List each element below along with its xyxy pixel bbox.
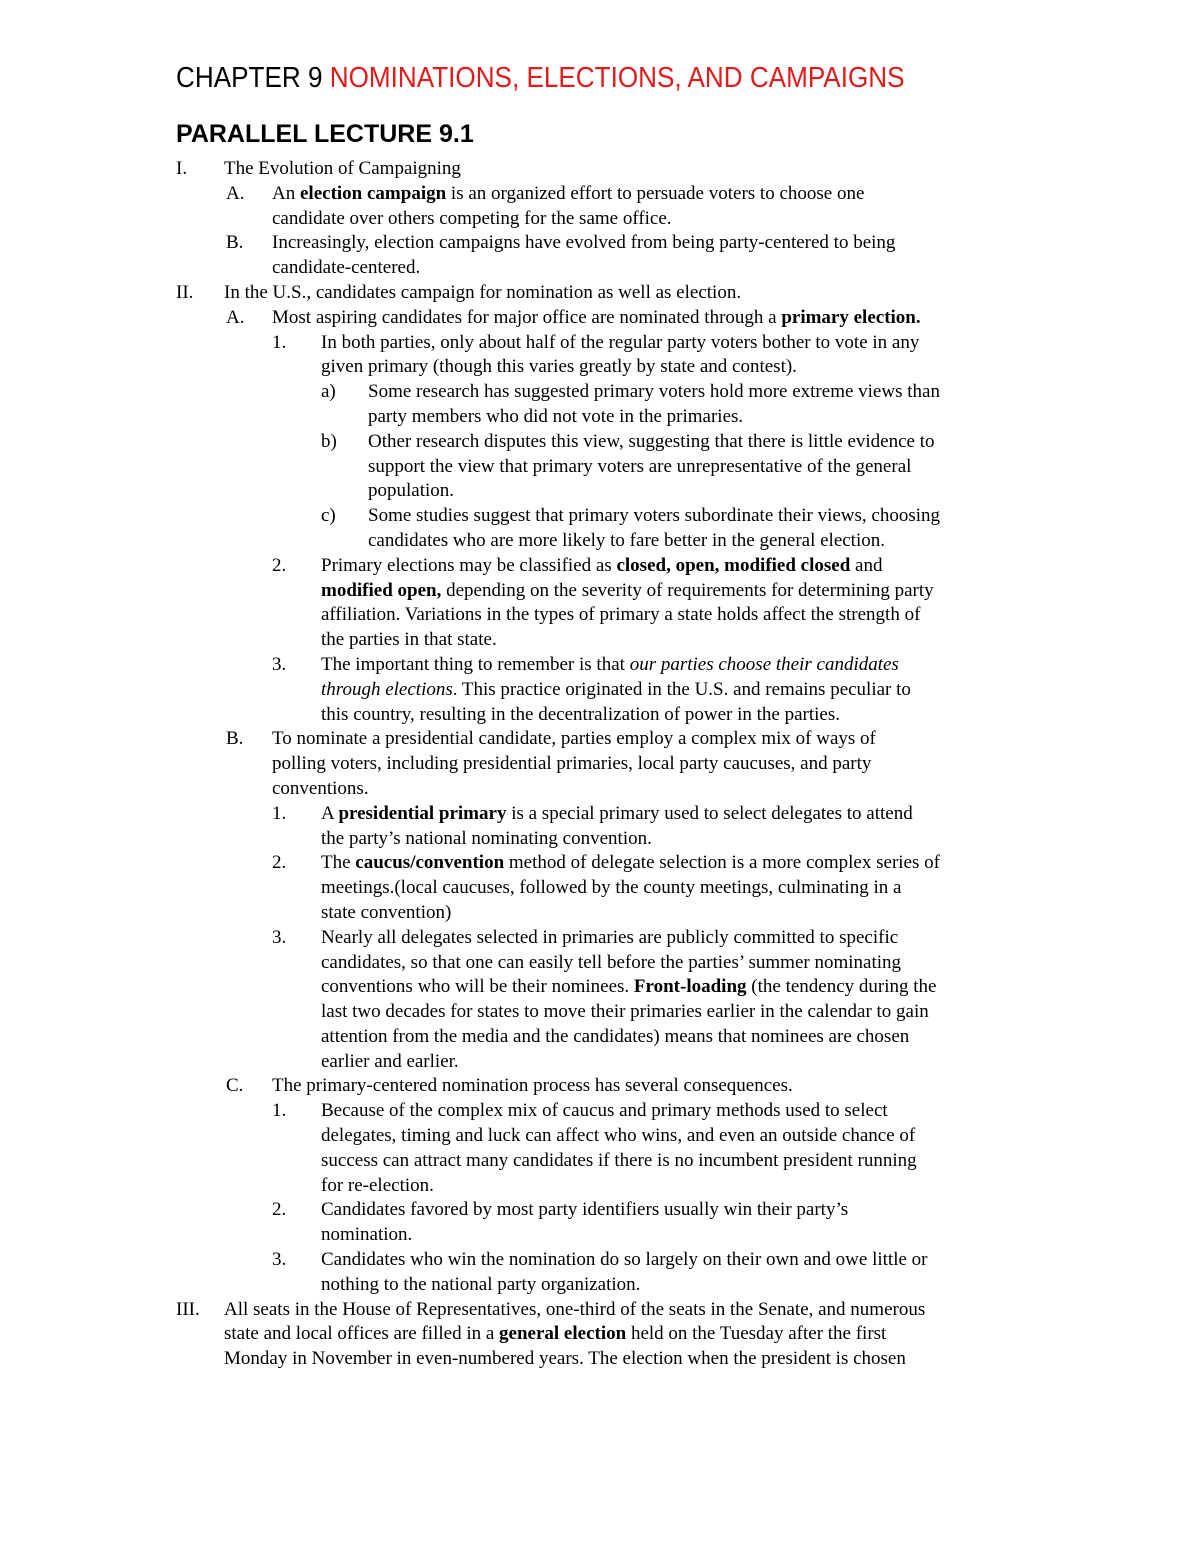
outline-line xyxy=(368,380,1024,405)
text-run: party members who did not vote in the primaries. xyxy=(368,405,744,427)
outline-marker: III. xyxy=(176,1298,200,1320)
text-run: The Evolution of Campaigning xyxy=(224,158,461,179)
text-run: Primary elections may be classified as xyxy=(321,554,617,576)
text-run: held on the Tuesday after the first xyxy=(626,1323,887,1345)
outline-item xyxy=(0,306,1200,331)
outline-marker: B. xyxy=(226,232,244,254)
text-run: primary election. xyxy=(781,306,921,328)
text-run: Other research disputes this view, suggesting that there is little evidence to xyxy=(368,430,935,452)
text-run: for re-election. xyxy=(321,1174,434,1196)
text-run: meetings.(local caucuses, followed by the county meetings, culminating in a xyxy=(321,877,902,899)
outline-line xyxy=(272,231,1024,256)
outline-text xyxy=(321,1099,1026,1198)
outline-marker: I. xyxy=(176,158,188,179)
outline-line xyxy=(321,1273,1026,1298)
outline-text xyxy=(321,1248,1026,1298)
text-run: candidate-centered. xyxy=(272,257,421,279)
text-run: A xyxy=(321,802,339,824)
outline-line xyxy=(224,1298,1024,1323)
outline-line xyxy=(321,703,1026,728)
outline-item xyxy=(0,653,1200,727)
text-run: Monday in November in even-numbered years. The election when the president is chosen xyxy=(224,1348,906,1370)
text-run: population. xyxy=(368,480,455,502)
text-run: In both parties, only about half of the regular party voters bother to vote in any xyxy=(321,331,920,353)
outline-marker: 1. xyxy=(272,802,287,824)
outline-line xyxy=(321,851,1026,876)
text-run: All seats in the House of Representatives, one-third of the seats in the Senate, and numerous xyxy=(224,1298,926,1320)
outline-item xyxy=(0,1298,1200,1372)
outline-item xyxy=(0,1074,1200,1099)
outline-line xyxy=(224,1322,1024,1347)
outline-marker: b) xyxy=(321,430,337,452)
text-run: conventions who will be their nominees. xyxy=(321,976,634,998)
text-run: . This practice originated in the U.S. and remains peculiar to xyxy=(452,678,911,700)
text-run: candidates who are more likely to fare better in the general election. xyxy=(368,529,885,551)
outline-text xyxy=(321,1198,1026,1248)
text-run: conventions. xyxy=(272,777,369,799)
outline-marker: c) xyxy=(321,505,336,527)
outline-marker: C. xyxy=(226,1075,244,1097)
outline-text xyxy=(321,331,1026,381)
outline-text xyxy=(321,802,1026,852)
text-run: method of delegate selection is a more complex series of xyxy=(504,852,940,874)
text-run: The primary-centered nomination process has several consequences. xyxy=(272,1075,793,1097)
outline-marker: 2. xyxy=(272,1199,287,1221)
outline-line xyxy=(321,1000,1026,1025)
outline-text xyxy=(321,926,1026,1075)
outline-marker: 3. xyxy=(272,926,287,948)
outline-line xyxy=(321,554,1026,579)
outline-text xyxy=(321,653,1026,727)
outline-line xyxy=(321,1198,1026,1223)
outline-text xyxy=(272,1074,1024,1099)
text-run: through elections xyxy=(321,678,453,700)
text-run: state convention) xyxy=(321,901,452,923)
text-run: closed, open, modified closed xyxy=(616,554,851,576)
text-run: The xyxy=(321,852,356,874)
text-run: Because of the complex mix of caucus and primary methods used to select xyxy=(321,1100,888,1122)
outline-line xyxy=(321,1124,1026,1149)
chapter-title: NOMINATIONS, ELECTIONS, AND CAMPAIGNS xyxy=(329,62,905,94)
outline-line xyxy=(321,1248,1026,1273)
text-run: Candidates who win the nomination do so largely on their own and owe little or xyxy=(321,1249,928,1271)
text-run: depending on the severity of requirements for determining party xyxy=(441,579,934,601)
text-run: In the U.S., candidates campaign for nomination as well as election. xyxy=(224,281,742,303)
outline-text xyxy=(224,157,1024,182)
outline-line xyxy=(321,827,1026,852)
outline-marker: 2. xyxy=(272,852,287,874)
outline-line xyxy=(368,529,1024,554)
outline-line xyxy=(224,281,1024,306)
text-run: earlier and earlier. xyxy=(321,1050,459,1072)
outline-line xyxy=(272,256,1024,281)
outline-marker: 1. xyxy=(272,1100,287,1122)
text-run: The important thing to remember is that xyxy=(321,653,630,675)
text-run: candidate over others competing for the same office. xyxy=(272,207,672,229)
text-run: caucus/convention xyxy=(355,852,505,874)
text-run: success can attract many candidates if there is no incumbent president running xyxy=(321,1149,917,1171)
text-run: Front-loading xyxy=(633,976,747,998)
text-run: affiliation. Variations in the types of primary a state holds affect the strength of xyxy=(321,604,921,626)
outline-marker: a) xyxy=(321,381,336,403)
outline-item xyxy=(0,727,1200,801)
text-run: general election xyxy=(499,1323,627,1345)
outline-line xyxy=(368,504,1024,529)
outline-item xyxy=(0,182,1200,232)
outline-text xyxy=(224,1298,1024,1372)
outline-marker: 2. xyxy=(272,554,287,576)
outline-item xyxy=(0,281,1200,306)
text-run: our parties choose their candidates xyxy=(629,653,899,675)
text-run: election campaign xyxy=(299,182,447,204)
outline-line xyxy=(321,926,1026,951)
outline-line xyxy=(321,951,1026,976)
outline-item xyxy=(0,331,1200,381)
outline-line xyxy=(321,653,1026,678)
outline-item xyxy=(0,802,1200,852)
outline-item xyxy=(0,380,1200,430)
text-run: delegates, timing and luck can affect who wins, and even an outside chance of xyxy=(321,1125,916,1147)
outline-marker: II. xyxy=(176,281,194,303)
outline-line xyxy=(272,752,1024,777)
outline-item xyxy=(0,157,1200,182)
outline-line xyxy=(321,579,1026,604)
text-run: candidates, so that one can easily tell before the parties’ summer nominating xyxy=(321,951,902,973)
text-run: given primary (though this varies greatly by state and contest). xyxy=(321,356,797,378)
outline-marker: 3. xyxy=(272,653,287,675)
outline-text xyxy=(321,851,1026,925)
text-run: An xyxy=(272,182,300,204)
outline-line xyxy=(368,405,1024,430)
outline-line xyxy=(321,1099,1026,1124)
lecture-title: PARALLEL LECTURE 9.1 xyxy=(176,120,474,148)
outline-line xyxy=(272,207,1024,232)
outline-line xyxy=(321,603,1026,628)
outline-line xyxy=(272,1074,1024,1099)
outline-text xyxy=(368,380,1024,430)
outline-line xyxy=(321,1050,1026,1075)
text-run: this country, resulting in the decentralization of power in the parties. xyxy=(321,703,841,725)
outline-item xyxy=(0,1099,1200,1198)
outline-line xyxy=(321,331,1026,356)
outline-line xyxy=(368,479,1024,504)
text-run: and xyxy=(850,554,883,576)
text-run: last two decades for states to move their primaries earlier in the calendar to gain xyxy=(321,1001,929,1023)
outline-text xyxy=(321,554,1026,653)
outline-line xyxy=(321,802,1026,827)
outline-line xyxy=(224,1347,1024,1372)
outline-line xyxy=(321,975,1026,1000)
text-run: support the view that primary voters are unrepresentative of the general xyxy=(368,455,912,477)
outline-line xyxy=(321,901,1026,926)
text-run: the parties in that state. xyxy=(321,629,497,651)
outline-line xyxy=(321,1223,1026,1248)
outline-item xyxy=(0,1198,1200,1248)
outline-line xyxy=(321,1149,1026,1174)
text-run: Some studies suggest that primary voters subordinate their views, choosing xyxy=(368,505,941,527)
outline-item xyxy=(0,430,1200,504)
outline-line xyxy=(272,727,1024,752)
text-run: Candidates favored by most party identifiers usually win their party’s xyxy=(321,1199,849,1221)
outline-line xyxy=(321,628,1026,653)
outline-marker: A. xyxy=(226,182,245,204)
text-run: is a special primary used to select delegates to attend xyxy=(506,802,913,824)
outline-line xyxy=(272,306,1024,331)
outline-line xyxy=(224,157,1024,182)
outline-item xyxy=(0,926,1200,1075)
text-run: Increasingly, election campaigns have evolved from being party-centered to being xyxy=(272,232,896,254)
chapter-label: CHAPTER 9 xyxy=(176,62,323,94)
text-run: Most aspiring candidates for major office are nominated through a xyxy=(272,306,782,328)
outline-line xyxy=(321,876,1026,901)
outline-line xyxy=(321,1174,1026,1199)
text-run: the party’s national nominating convention. xyxy=(321,827,652,849)
outline-text xyxy=(272,231,1024,281)
outline-line xyxy=(272,777,1024,802)
outline-marker: A. xyxy=(226,306,245,328)
outline-item xyxy=(0,851,1200,925)
chapter-heading xyxy=(176,60,905,96)
text-run: Nearly all delegates selected in primaries are publicly committed to specific xyxy=(321,926,899,948)
outline-item xyxy=(0,554,1200,653)
text-run: modified open, xyxy=(321,579,442,601)
text-run: attention from the media and the candidates) means that nominees are chosen xyxy=(321,1025,910,1047)
outline-text xyxy=(224,281,1024,306)
outline-text xyxy=(272,727,1024,801)
outline-line xyxy=(321,355,1026,380)
outline-marker: B. xyxy=(226,728,244,750)
outline-text xyxy=(368,430,1024,504)
outline-item xyxy=(0,231,1200,281)
text-run: To nominate a presidential candidate, parties employ a complex mix of ways of xyxy=(272,728,876,750)
text-run: nothing to the national party organization. xyxy=(321,1273,641,1295)
text-run: Some research has suggested primary voters hold more extreme views than xyxy=(368,381,940,403)
outline-item xyxy=(0,504,1200,554)
outline-line xyxy=(368,455,1024,480)
lecture-outline xyxy=(0,157,1200,1372)
outline-item xyxy=(0,1248,1200,1298)
outline-line xyxy=(321,1025,1026,1050)
text-run: state and local offices are filled in a xyxy=(224,1323,500,1345)
outline-line xyxy=(321,678,1026,703)
text-run: is an organized effort to persuade voters to choose one xyxy=(446,182,865,204)
outline-marker: 3. xyxy=(272,1249,287,1271)
outline-marker: 1. xyxy=(272,331,287,353)
text-run: nomination. xyxy=(321,1224,413,1246)
outline-text xyxy=(272,306,1024,331)
outline-text xyxy=(272,182,1024,232)
outline-line xyxy=(272,182,1024,207)
text-run: polling voters, including presidential primaries, local party caucuses, and party xyxy=(272,753,872,775)
outline-line xyxy=(368,430,1024,455)
text-run: (the tendency during the xyxy=(746,976,937,998)
text-run: presidential primary xyxy=(338,802,507,824)
outline-text xyxy=(368,504,1024,554)
